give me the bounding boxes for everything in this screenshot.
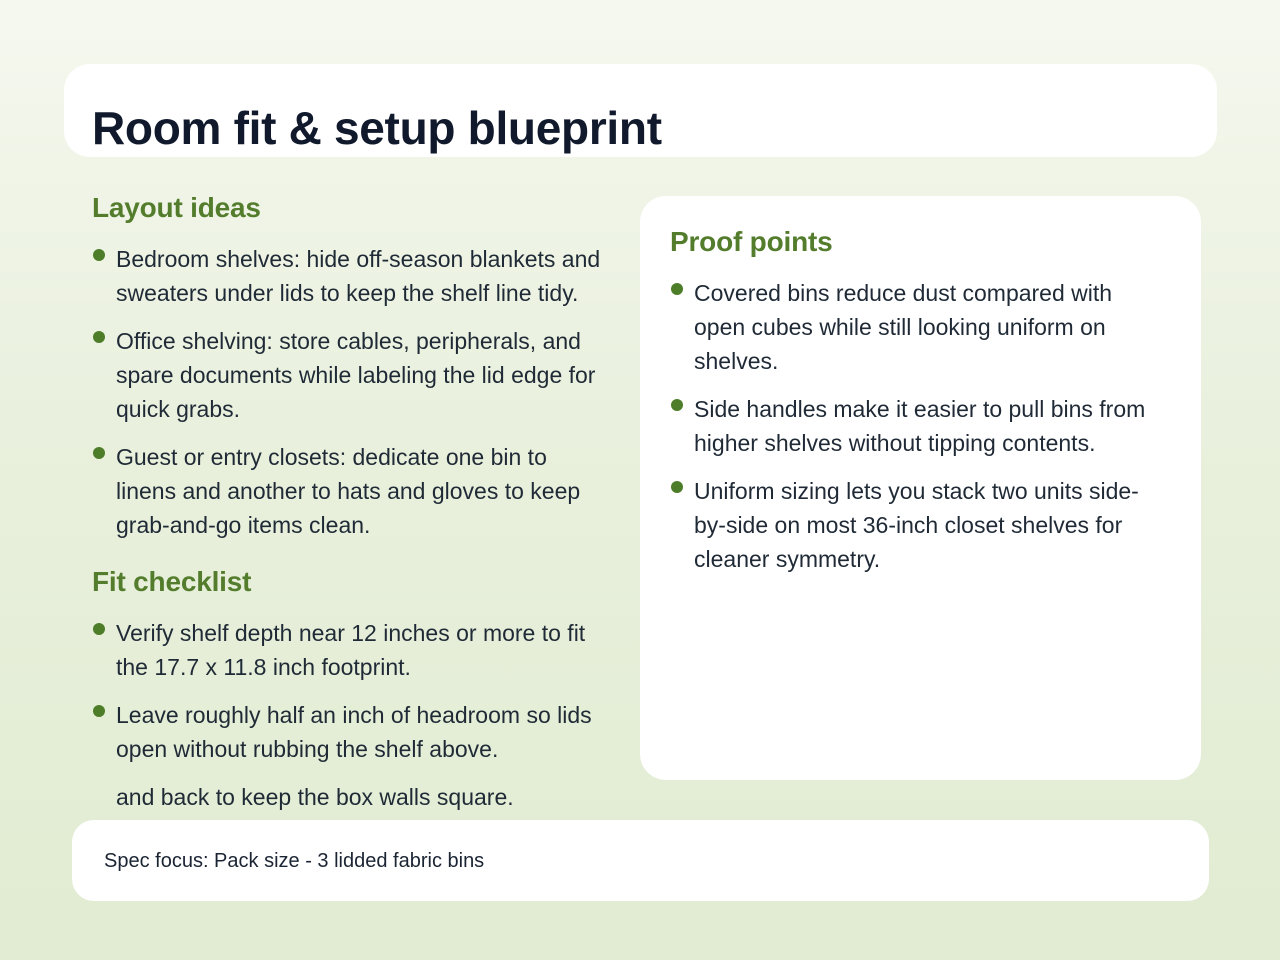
spec-focus-text: Spec focus: Pack size - 3 lidded fabric bins: [104, 850, 485, 872]
proof-points-content: [670, 222, 1150, 576]
bullet-icon: [93, 331, 105, 343]
list-item-text: Covered bins reduce dust compared with open cubes while still looking uniform on shelves.: [694, 280, 1113, 374]
page-title: Room fit & setup blueprint: [92, 102, 662, 154]
list-item: [92, 616, 602, 684]
list-item-text: Side handles make it easier to pull bins from higher shelves without tipping contents.: [694, 396, 1146, 456]
bullet-icon: [671, 399, 683, 411]
list-item-text: Leave roughly half an inch of headroom so lids open without rubbing the shelf above.: [116, 702, 592, 762]
list-item: [670, 392, 1150, 460]
spec-focus-bar: [72, 820, 1209, 901]
layout-ideas-heading: Layout ideas: [92, 192, 261, 223]
bullet-icon: [93, 705, 105, 717]
bullet-icon: [93, 623, 105, 635]
list-item-text: Office shelving: store cables, peripherals, and spare documents while labeling the lid edge for quick grabs.: [116, 328, 596, 422]
bullet-icon: [93, 447, 105, 459]
list-item-text: and back to keep the box walls square.: [116, 784, 514, 810]
proof-points-heading: Proof points: [670, 226, 833, 257]
bullet-icon: [671, 283, 683, 295]
left-column: [92, 188, 602, 814]
bullet-icon: [671, 481, 683, 493]
list-item: [670, 474, 1150, 576]
list-item-text: Guest or entry closets: dedicate one bin to linens and another to hats and gloves to keep grab-and-go items clean.: [116, 444, 581, 538]
fit-checklist-heading: Fit checklist: [92, 566, 252, 597]
list-item: [92, 698, 602, 766]
list-item-text: Bedroom shelves: hide off-season blankets and sweaters under lids to keep the shelf line tidy.: [116, 246, 601, 306]
list-item: [92, 440, 602, 542]
proof-points-card: [640, 196, 1201, 780]
layout-ideas-list: [92, 242, 602, 542]
list-item-partial: [92, 780, 602, 814]
list-item-text: Verify shelf depth near 12 inches or more to fit the 17.7 x 11.8 inch footprint.: [116, 620, 586, 680]
list-item: [92, 242, 602, 310]
list-item-text: Uniform sizing lets you stack two units side-by-side on most 36-inch closet shelves for cleaner symmetry.: [694, 478, 1139, 572]
list-item: [670, 276, 1150, 378]
list-item: [92, 324, 602, 426]
proof-points-list: [670, 276, 1150, 576]
fit-checklist-list: [92, 616, 602, 814]
bullet-icon: [93, 249, 105, 261]
